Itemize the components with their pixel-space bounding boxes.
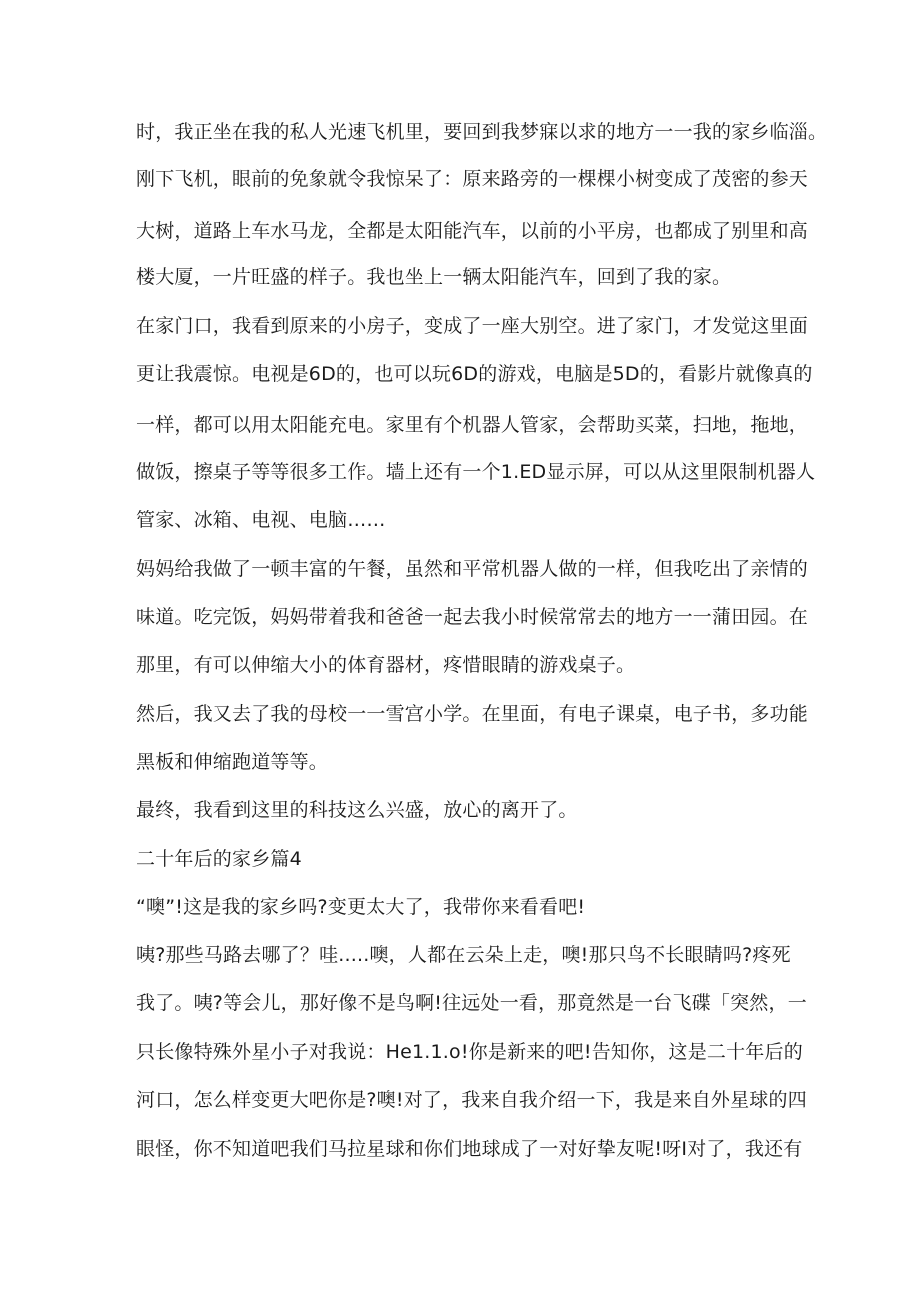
text-line: 大树，道路上车水马龙，全都是太阳能汽车，以前的小平房，也都成了别里和高 bbox=[136, 220, 809, 242]
text-line: 最终，我看到这里的科技这么兴盛，放心的离开了。 bbox=[136, 799, 578, 821]
section-heading: 二十年后的家乡篇4 bbox=[136, 848, 302, 870]
text-line: 妈妈给我做了一顿丰富的午餐，虽然和平常机器人做的一样，但我吃出了亲情的 bbox=[136, 558, 809, 580]
text-line: 在家门口，我看到原来的小房子，变成了一座大别空。进了家门，才发觉这里面 bbox=[136, 315, 809, 337]
text-line: 一样，都可以用太阳能充电。家里有个机器人管家，会帮助买菜，扫地，拖地， bbox=[136, 414, 809, 436]
text-line: 那里，有可以伸缩大小的体育器材，疼惜眼睛的游戏桌子。 bbox=[136, 654, 636, 676]
text-line: 刚下飞机，眼前的免象就令我惊呆了：原来路旁的一棵棵小树变成了茂密的参天 bbox=[136, 168, 809, 190]
text-line: 更让我震惊。电视是6D的，也可以玩6D的游戏，电脑是5D的，看影片就像真的 bbox=[136, 363, 813, 385]
text-line: 做饭，擦桌子等等很多工作。墙上还有一个1.ED显示屏，可以从这里限制机器人 bbox=[136, 461, 816, 483]
text-line: 咦?那些马路去哪了？哇.....噢，人都在云朵上走，噢!那只鸟不长眼睛吗?疼死 bbox=[136, 944, 791, 966]
text-line: 黑板和伸缩跑道等等。 bbox=[136, 751, 329, 773]
text-line: 然后，我又去了我的母校一一雪宫小学。在里面，有电子课桌，电子书，多功能 bbox=[136, 703, 809, 725]
text-line: 管家、冰箱、电视、电脑…… bbox=[136, 509, 386, 531]
text-line: 时，我正坐在我的私人光速飞机里，要回到我梦寐以求的地方一一我的家乡临淄。 bbox=[136, 121, 828, 143]
text-line: 只长像特殊外星小子对我说：He1.1.o!你是新来的吧!告知你，这是二十年后的 bbox=[136, 1041, 803, 1063]
text-line: 眼怪，你不知道吧我们马拉星球和你们地球成了一对好挚友呢!呀I对了，我还有 bbox=[136, 1138, 803, 1160]
text-line: 味道。吃完饭，妈妈带着我和爸爸一起去我小时候常常去的地方一一蒲田园。在 bbox=[136, 606, 809, 628]
text-line: 河口，怎么样变更大吧你是?噢!对了，我来自我介绍一下，我是来自外星球的四 bbox=[136, 1089, 807, 1111]
text-line: 楼大厦，一片旺盛的样子。我也坐上一辆太阳能汽车，回到了我的家。 bbox=[136, 266, 732, 288]
text-line: 我了。咦?等会儿，那好像不是鸟啊!往远处一看，那竟然是一台飞碟「突然，一 bbox=[136, 992, 807, 1014]
text-line: “噢”!这是我的家乡吗?变更太大了，我带你来看看吧! bbox=[136, 896, 586, 918]
